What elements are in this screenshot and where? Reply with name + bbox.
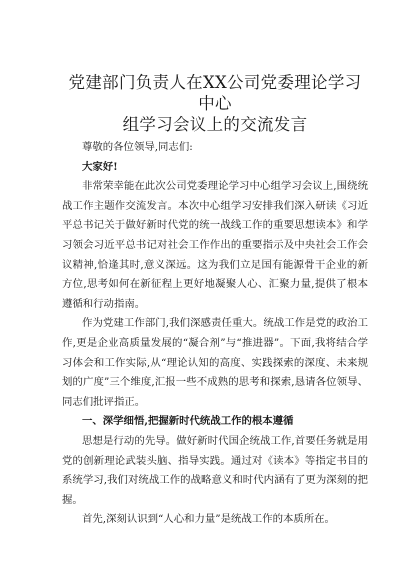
document-title bbox=[62, 72, 368, 135]
salutation: 尊敬的各位领导,同志们: bbox=[82, 141, 193, 153]
title-line-1: 党建部门负责人在XX公司党委理论学习中心 bbox=[68, 73, 362, 113]
title-line-2: 组学习会议上的交流发言 bbox=[122, 115, 308, 134]
paragraph-responsibility: 作为党建工作部门,我们深感责任重大。统战工作是党的政治工作,更是企业高质量发展的“凝合剂”与“推进器”。下面,我将结合学习体会和工作实际,从“理论认知的高度、实践探索的深度、未来规划的广度”三个维度,汇报一些不成熟的思考和探索,恳请各位领导、同志们批评指正。 bbox=[62, 317, 368, 408]
paragraph-intro: 非常荣幸能在此次公司党委理论学习中心组学习会议上,围绕统战工作主题作交流发言。本次中心组学习安排我们深入研读《习近平总书记关于做好新时代党的统一战线工作的重要思想读本》和学习领会习近平总书记对社会工作作出的重要指示及中央社会工作会议精神,恰逢其时,意义深远。这为我们立足国有能源骨干企业的新方位,思考如何在新征程上更好地凝聚人心、汇聚力量,提供了根本遵循和行动指南。 bbox=[62, 180, 368, 310]
section-heading-1: 一、深学细悟,把握新时代统战工作的根本遵循 bbox=[82, 415, 294, 428]
paragraph-first-point: 首先,深刻认识到“人心和力量”是统战工作的本质所在。 bbox=[82, 513, 335, 526]
paragraph-thought: 思想是行动的先导。做好新时代国企统战工作,首要任务就是用党的创新理论武装头脑、指导实践。通过对《读本》等指定书目的系统学习,我们对统战工作的战略意义和时代内涵有了更为深刻的把握。 bbox=[62, 434, 368, 506]
greeting: 大家好! bbox=[82, 160, 118, 173]
